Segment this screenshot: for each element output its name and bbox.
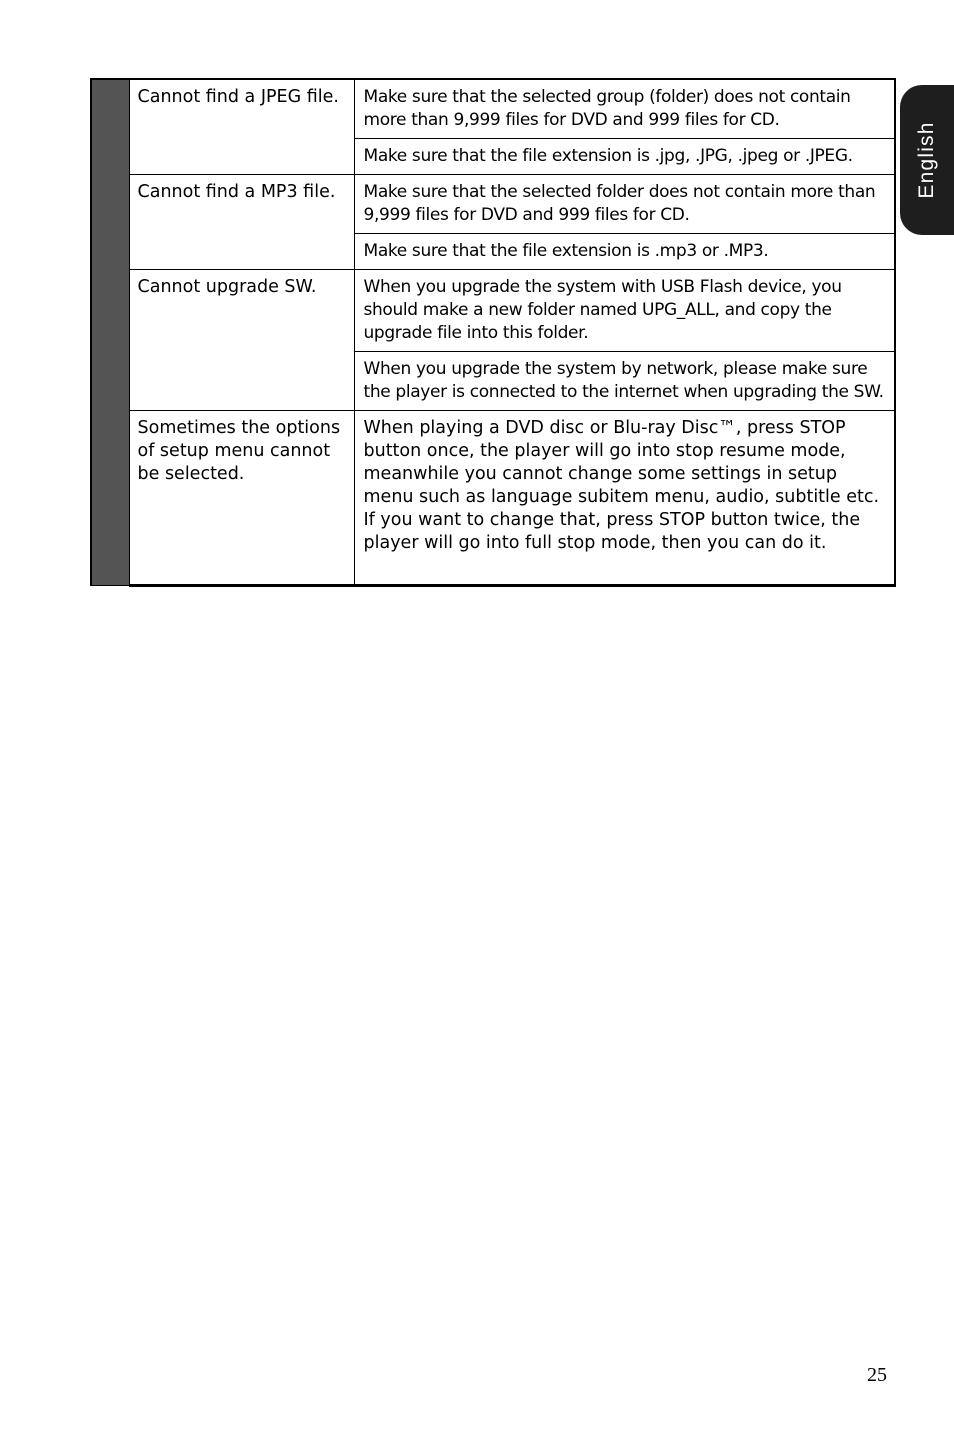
solution-paragraph: When playing a DVD disc or Blu-ray Disc™, press STOP button once, the player will go into stop resume mode, meanwhile you cannot change some settings in setup menu such as language subitem menu, audio, subtitle etc.	[363, 418, 880, 507]
solution-paragraph: If you want to change that, press STOP button twice, the player will go into full stop mode, then you can do it.	[363, 510, 861, 553]
troubleshooting-table	[90, 78, 896, 587]
language-tab-label: English	[915, 121, 938, 199]
table-row	[91, 79, 895, 139]
table-row	[91, 270, 895, 352]
solution-cell: Make sure that the selected folder does not contain more than 9,999 files for DVD and 999 files for CD.	[354, 175, 895, 234]
problem-cell: Cannot find a JPEG file.	[129, 79, 354, 175]
solution-cell: Make sure that the file extension is .mp3 or .MP3.	[354, 234, 895, 270]
solution-cell: When you upgrade the system by network, please make sure the player is connected to the internet when upgrading the SW.	[354, 352, 895, 411]
page-number: 25	[867, 1364, 887, 1386]
problem-cell: Sometimes the options of setup menu cannot be selected.	[129, 411, 354, 586]
category-bar	[91, 79, 129, 586]
problem-cell: Cannot upgrade SW.	[129, 270, 354, 411]
problem-cell: Cannot find a MP3 file.	[129, 175, 354, 270]
solution-cell: Make sure that the file extension is .jpg, .JPG, .jpeg or .JPEG.	[354, 139, 895, 175]
solution-cell: When you upgrade the system with USB Flash device, you should make a new folder named UPG_ALL, and copy the upgrade file into this folder.	[354, 270, 895, 352]
table-row	[91, 411, 895, 586]
solution-cell	[354, 411, 895, 586]
table-row	[91, 175, 895, 234]
solution-cell: Make sure that the selected group (folder) does not contain more than 9,999 files for DVD and 999 files for CD.	[354, 79, 895, 139]
language-side-tab	[900, 85, 954, 235]
